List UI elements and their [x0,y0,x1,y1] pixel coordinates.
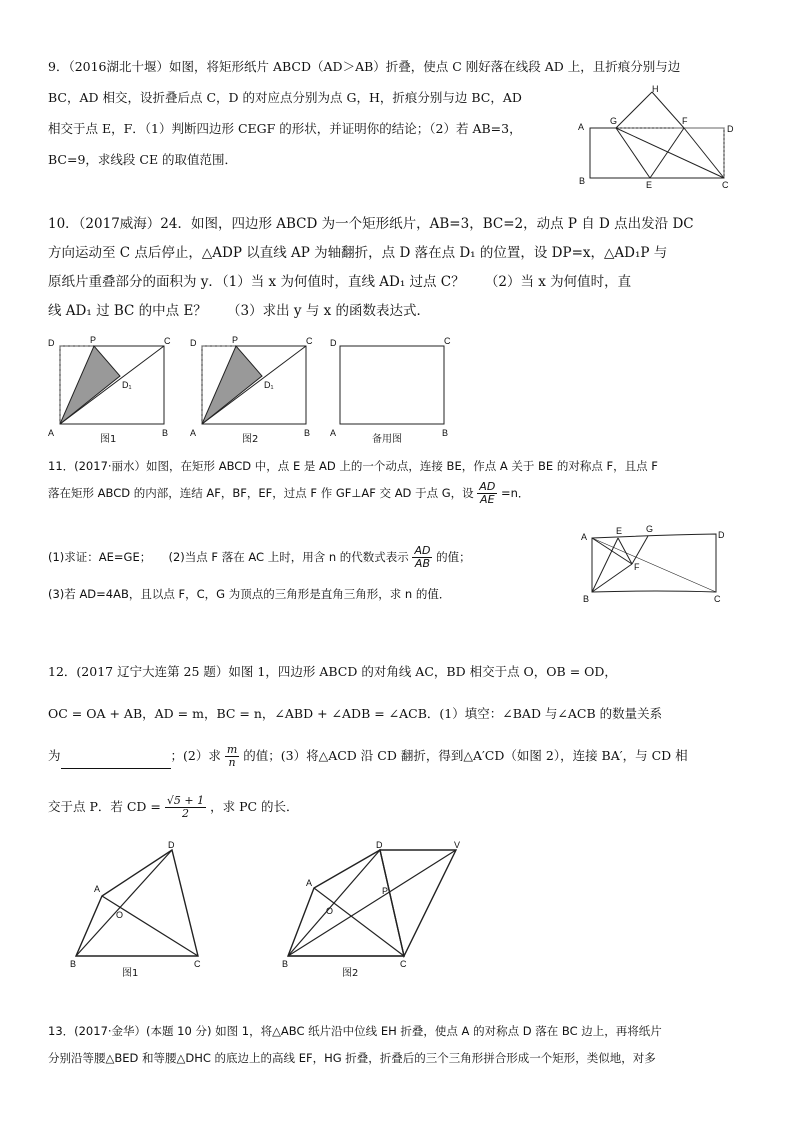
p12-fig2-caption: 图2 [342,968,359,979]
p9-label-F: F [682,116,688,126]
p12-figure1 [60,840,220,980]
p11-label-D: D [718,530,725,540]
p12-line2: OC = OA + AB，AD = m，BC = n，∠ABD + ∠ADB = ∠ACB．(1）填空：∠BAD 与∠ACB 的数量关系 [48,706,663,721]
p12-line3 [48,744,688,769]
p10-fig1-caption: 图1 [100,434,117,444]
p12-frac-den: n [228,756,236,769]
p10-line2: 方向运动至 C 点后停止，△ADP 以直线 AP 为轴翻折，点 D 落在点 D₁ 的位置，设 DP=x，△AD₁P 与 [48,245,668,261]
p9-label-G: G [610,116,618,126]
p9-label-E: E [646,180,653,190]
p11-line2 [48,481,529,506]
p10-f2-label-C: C [306,336,313,346]
p12-f2-label-A: A [306,878,313,888]
p11-frac2-num: AD [414,544,431,557]
p11-frac2-den: AB [414,557,430,570]
p12-figure2 [272,840,472,980]
p9-label-B: B [579,176,586,186]
p12-line3-wei: 为 [48,748,61,763]
p12-line3-part2: ；(2）求 [170,748,221,763]
p11-frac1-den: AE [480,493,495,506]
p11-fraction-ad-ae [477,481,497,506]
p12-f1-label-C: C [194,959,201,969]
p10-f1-label-B: B [162,428,169,438]
p9-line2: BC，AD 相交，设折叠后点 C，D 的对应点分别为点 G，H，折痕分别与边 BC，AD [48,90,522,105]
p11-line2-text: 落在矩形 ABCD 的内部，连结 AF，BF，EF，过点 F 作 GF⊥AF 交 AD 于点 G，设 [48,486,474,500]
p10-line4: 线 AD₁ 过 BC 的中点 E？ （3）求出 y 与 x 的函数表达式． [48,303,431,319]
p10-fig2-caption: 图2 [242,434,259,444]
p10-line1: 10．（2017威海）24．如图，四边形 ABCD 为一个矩形纸片，AB=3，BC=2，动点 P 自 D 点出发沿 DC [48,216,694,232]
p10-f2-label-A: A [190,428,197,438]
p11-line3-text: (1)求证：AE=GE； (2)当点 F 落在 AC 上时，用含 n 的代数式表示 [48,550,409,564]
p12-line3-part3: 的值；(3）将△ACD 沿 CD 翻折，得到△A′CD（如图 2），连接 BA′，与 CD 相 [243,748,688,763]
p12-frac-num: m [226,743,238,756]
p10-f3-label-C: C [444,336,451,346]
p12-f1-label-O: O [116,910,124,920]
p11-figure [578,522,738,606]
p10-line3: 原纸片重叠部分的面积为 y．（1）当 x 为何值时，直线 AD₁ 过点 C？ （2）当 x 为何值时，直 [48,274,632,290]
p12-f1-label-D: D [168,840,175,850]
p13-line1: 13．(2017·金华）(本题 10 分) 如图 1，将△ABC 纸片沿中位线 EH 折叠，使点 A 的对称点 D 落在 BC 边上，再将纸片 [48,1024,662,1038]
p10-f3-label-B: B [442,428,449,438]
p12-f2-label-B: B [282,959,289,969]
p9-line1: 9．（2016湖北十堰）如图，将矩形纸片 ABCD（AD＞AB）折叠，使点 C 刚好落在线段 AD 上，且折痕分别与边 [48,59,681,74]
p12-line4-end: ，求 PC 的长． [210,799,299,814]
p9-line3: 相交于点 E，F．（1）判断四边形 CEGF 的形状，并证明你的结论；（2）若 AB=3， [48,121,522,136]
p12-frac2-num: √5 + 1 [166,794,205,807]
p10-f2-label-D1: D₁ [264,380,274,390]
p9-label-C: C [722,180,729,190]
p11-label-C: C [714,594,721,604]
p12-fig1-caption: 图1 [122,968,139,979]
p11-line4: (3)若 AD=4AB，且以点 F，C，G 为顶点的三角形是直角三角形，求 n 的值． [48,587,451,601]
p10-f2-label-P: P [232,335,239,345]
p9-line4: BC=9，求线段 CE 的取值范围． [48,152,238,167]
p12-fraction-cd [165,795,206,820]
p12-f1-label-A: A [94,884,101,894]
p11-label-G: G [646,524,654,534]
p10-f1-label-C: C [164,336,171,346]
p11-label-E: E [616,526,623,536]
p12-f2-label-P: P [382,886,389,896]
p10-f3-label-D: D [330,338,337,348]
p11-label-F: F [634,562,640,572]
p12-line4-text: 交于点 P．若 CD = [48,799,161,814]
p13-line2: 分别沿等腰△BED 和等腰△DHC 的底边上的高线 EF，HG 折叠，折叠后的三个三角形拼合形成一个矩形，类似地，对多 [48,1051,656,1065]
p12-f2-label-D: D [376,840,383,850]
p11-line3-end: 的值； [436,550,471,564]
p11-label-B: B [583,594,590,604]
p11-line3 [48,545,471,570]
p11-label-A: A [581,532,588,542]
p12-line1: 12．(2017 辽宁大连第 25 题）如图 1，四边形 ABCD 的对角线 AC，BD 相交于点 O，OB = OD， [48,664,617,679]
p10-f1-label-P: P [90,335,97,345]
p10-spare-figure [326,332,458,444]
p9-figure [572,80,744,192]
p9-label-D: D [727,124,734,134]
p9-label-H: H [652,84,659,94]
p10-f2-label-D: D [190,338,197,348]
p12-line4 [48,795,299,820]
p12-answer-blank[interactable] [61,756,171,769]
p11-line1: 11．(2017·丽水）如图，在矩形 ABCD 中，点 E 是 AD 上的一个动点，连接 BE，作点 A 关于 BE 的对称点 F，且点 F [48,459,658,473]
p12-f2-label-A-prime: V [454,840,461,850]
p10-f2-label-B: B [304,428,311,438]
p10-figure1 [46,332,178,444]
p12-f1-label-B: B [70,959,77,969]
p11-frac1-num: AD [479,480,496,493]
p9-label-A: A [578,122,585,132]
p12-frac2-den: 2 [182,807,189,820]
p10-fig3-caption: 备用图 [372,434,402,444]
p12-f2-label-O: O [326,906,334,916]
p12-fraction-m-n [225,744,239,769]
p10-f1-label-A: A [48,428,55,438]
p10-figure2 [188,332,320,444]
p10-f3-label-A: A [330,428,337,438]
p11-line2-end: =n． [500,486,530,500]
p10-f1-label-D: D [48,338,55,348]
p11-fraction-ad-ab [412,545,432,570]
p12-f2-label-C: C [400,959,407,969]
p10-f1-label-D1: D₁ [122,380,132,390]
